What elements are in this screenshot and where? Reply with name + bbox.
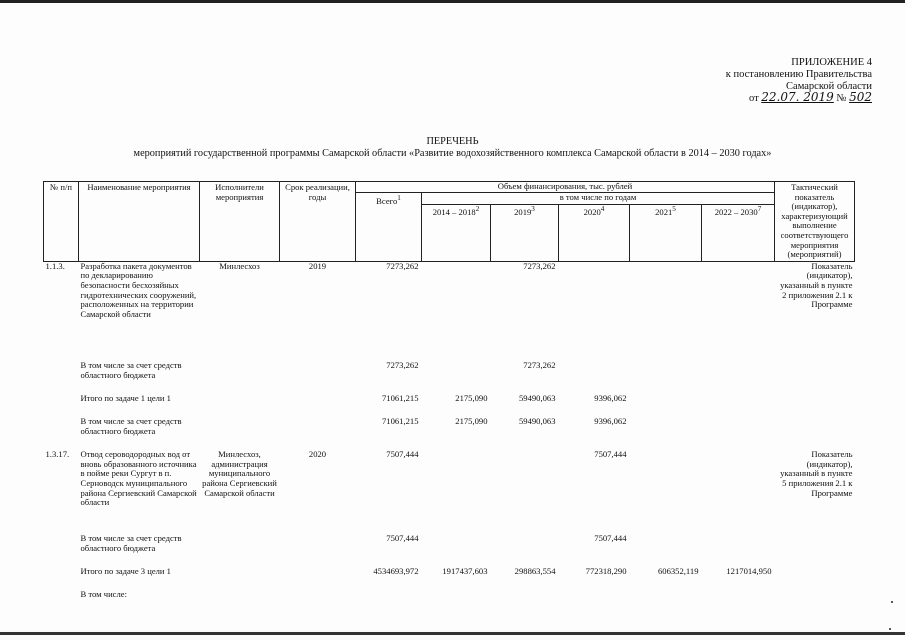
row-indicator [775,590,855,604]
col-y4-header: 2021$^5$ [630,204,702,261]
row-term: 2020 [308,449,327,460]
row-term [280,394,356,417]
col-total-header: Всего$^1$ [356,193,422,262]
row-executors: Минлесхоз, администрация муниципального района Сергиевский Самарской области [202,449,277,498]
row-total [356,590,422,604]
row-y4 [630,261,702,361]
row-name: Отвод сероводородных вод от вновь образованного источника в пойме реки Сургут в п. Серноводск муниципального района Сергиевский Самарской области [80,449,197,508]
measures-table [43,181,855,604]
row-total: 4534693,972 [373,566,419,577]
row-executors [200,394,280,417]
row-number [44,534,79,567]
col-name-header: Наименование мероприятия [79,182,200,262]
row-y2 [491,450,559,534]
table-row [44,394,855,417]
row-indicator: Показатель (индикатор), указанный в пункте 2 приложения 2.1 к Программе [780,260,853,310]
row-y5 [702,590,775,604]
row-number [44,361,79,394]
appendix-decree: к постановлению Правительства [725,68,872,80]
row-y4: 606352,119 [657,566,699,577]
row-indicator [775,534,855,567]
table-row [44,261,855,361]
row-y5 [702,394,775,417]
scan-speck [891,601,893,603]
row-y4 [630,534,702,567]
row-y3: 7507,444 [594,449,627,460]
handwritten-number: 502 [849,90,872,105]
appendix-title: ПРИЛОЖЕНИЕ 4 [791,57,872,68]
row-y1: 2175,090 [455,416,488,427]
row-y5 [702,261,775,361]
row-name: В том числе за счет средств областного бюджета [80,416,182,436]
row-name: Разработка пакета документов по декларированию безопасности бесхозяйных гидротехнических сооружений, расположенных на территории Самарской области [80,260,197,319]
row-number [44,567,79,590]
row-y4 [630,394,702,417]
doc-heading: ПЕРЕЧЕНЬ [426,136,479,147]
row-y4 [630,417,702,450]
table-row [44,417,855,450]
row-name: В том числе: [80,589,127,600]
row-y1: 1917437,603 [442,566,488,577]
col-executors-header: Исполнители мероприятия [200,182,280,262]
row-y2: 7273,262 [523,260,556,271]
table-row [44,361,855,394]
row-y3: 9396,062 [594,393,627,404]
row-y5 [702,450,775,534]
row-executors [200,417,280,450]
row-y3: 9396,062 [594,416,627,427]
row-name: Итого по задаче 1 цели 1 [80,393,171,404]
table-row [44,450,855,534]
row-total: 7273,262 [386,360,419,371]
row-name: Итого по задаче 3 цели 1 [80,566,171,577]
row-name: В том числе за счет средств областного бюджета [80,360,182,380]
row-total: 7507,444 [386,533,419,544]
col-by-years-header: в том числе по годам [422,193,775,205]
scan-speck [889,628,891,630]
row-number: 1.3.17. [45,449,70,460]
col-indicator-header: Тактический показатель (индикатор), характеризующий выполнение соответствующего мероприятия (мероприятий) [775,182,855,262]
row-y1 [422,261,491,361]
row-y3: 7507,444 [594,533,627,544]
row-y2: 59490,063 [518,393,556,404]
appendix-region: Самарской области [786,80,872,92]
row-indicator [775,567,855,590]
row-number [44,394,79,417]
row-total: 7273,262 [386,260,419,271]
row-y1 [422,450,491,534]
row-indicator [775,394,855,417]
row-y4 [630,361,702,394]
table-row [44,590,855,604]
row-number: 1.1.3. [45,260,65,271]
table-row [44,567,855,590]
row-number [44,590,79,604]
table-row [44,534,855,567]
doc-subheading: мероприятий государственной программы Самарской области «Развитие водохозяйственного комплекса Самарской области в 2014 – 2030 годах» [133,148,772,159]
row-y3 [559,590,630,604]
row-executors [200,567,280,590]
row-indicator [775,361,855,394]
row-term [280,590,356,604]
row-number [44,417,79,450]
col-y3-header: 2020$^4$ [559,204,630,261]
page-top-edge [0,0,905,3]
col-term-header: Срок реализации, годы [280,182,356,262]
row-term: 2019 [308,260,327,271]
row-y2: 59490,063 [518,416,556,427]
row-y4 [630,450,702,534]
row-y5: 1217014,950 [726,566,772,577]
row-y1: 2175,090 [455,393,488,404]
row-y5 [702,361,775,394]
row-term [280,417,356,450]
col-funding-header: Объем финансирования, тыс. рублей [356,182,775,193]
row-term [280,534,356,567]
row-total: 71061,215 [381,416,419,427]
row-total: 7507,444 [386,449,419,460]
appendix-date-line: от 22.07. 2019 № 502 [748,90,872,105]
row-executors: Минлесхоз [219,260,260,271]
row-executors [200,534,280,567]
col-num-header: № п/п [44,182,79,262]
page-bottom-edge [0,632,905,635]
col-y2-header: 2019$^3$ [491,204,559,261]
row-y2: 298863,554 [514,566,556,577]
row-y2 [491,534,559,567]
appendix-block [726,57,872,105]
row-indicator [775,417,855,450]
col-y5-header: 2022 – 2030$^7$ [702,204,775,261]
row-term [280,567,356,590]
row-y2: 7273,262 [523,360,556,371]
row-y2 [491,590,559,604]
row-y1 [422,361,491,394]
row-executors [200,361,280,394]
row-y5 [702,534,775,567]
row-total: 71061,215 [381,393,419,404]
row-y5 [702,417,775,450]
row-y3 [559,361,630,394]
row-y3: 772318,290 [585,566,627,577]
row-indicator: Показатель (индикатор), указанный в пункте 5 приложения 2.1 к Программе [780,449,853,498]
row-y4 [630,590,702,604]
row-executors [200,590,280,604]
row-name: В том числе за счет средств областного бюджета [80,533,182,553]
row-term [280,361,356,394]
row-y1 [422,590,491,604]
row-y3 [559,261,630,361]
handwritten-date: 22.07. 2019 [761,90,834,105]
row-y1 [422,534,491,567]
col-y1-header: 2014 – 2018$^2$ [422,204,491,261]
